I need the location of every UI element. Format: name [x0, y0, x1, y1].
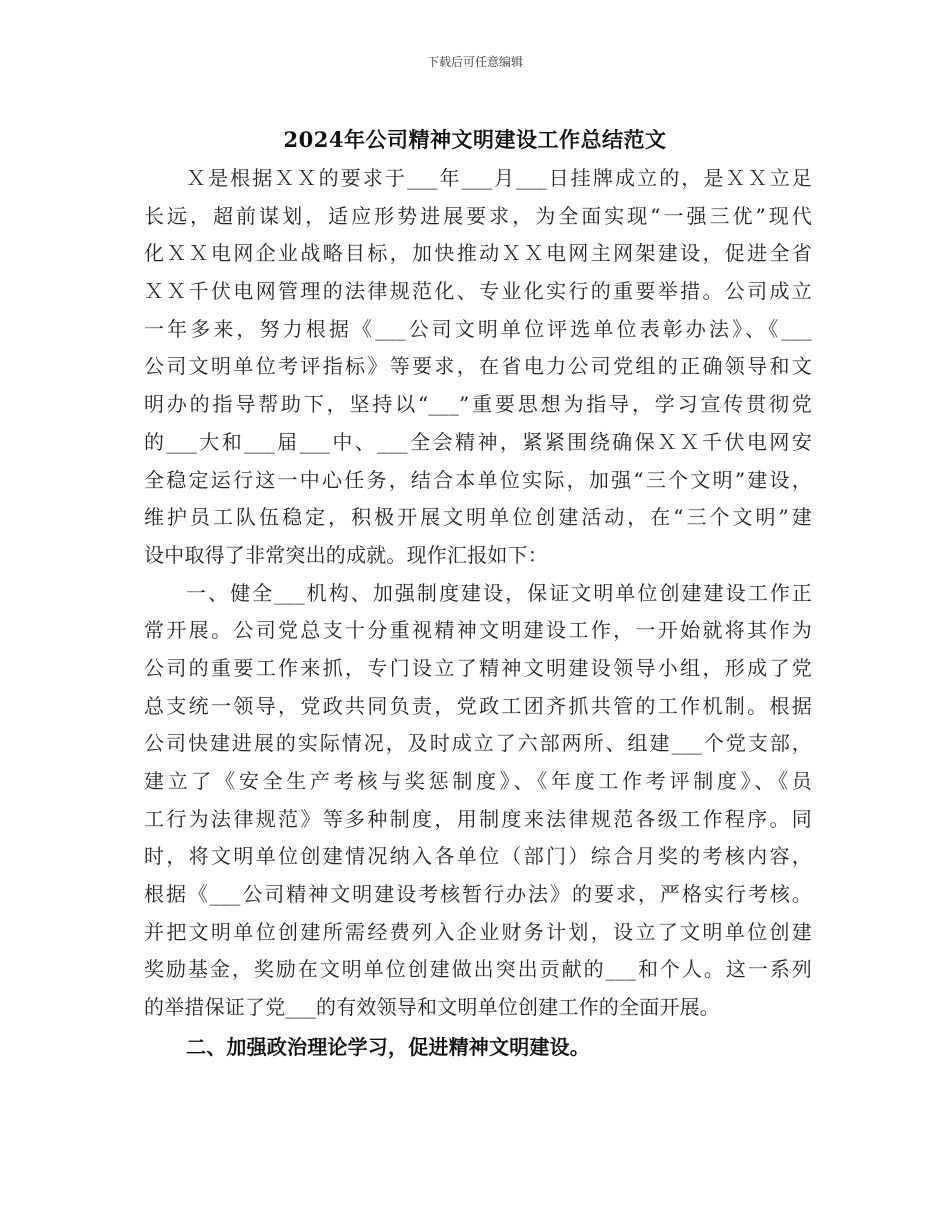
document-body — [144, 160, 812, 1067]
paragraph-line: ＸＸ千伏电网管理的法律规范化、专业化实行的重要举措。公司成立 — [144, 279, 812, 304]
paragraph-line: 公司文明单位考评指标》等要求，在省电力公司党组的正确领导和文 — [144, 354, 812, 379]
paragraph-line: 化ＸＸ电网企业战略目标，加快推动ＸＸ电网主网架建设，促进全省 — [144, 241, 812, 266]
document-title: 2024年公司精神文明建设工作总结范文 — [283, 127, 667, 152]
paragraph-line: 的___大和___届___中、___全会精神，紧紧围绕确保ＸＸ千伏电网安 — [144, 429, 812, 454]
paragraph-line: 设中取得了非常突出的成就。现作汇报如下： — [144, 542, 548, 567]
paragraph-line: 维护员工队伍稳定，积极开展文明单位创建活动，在“三个文明”建 — [144, 505, 812, 530]
section-heading: 二、加强政治理论学习，促进精神文明建设。 — [186, 1034, 590, 1059]
paragraph-line: 工行为法律规范》等多种制度，用制度来法律规范各级工作程序。同 — [144, 806, 812, 831]
paragraph-line: 并把文明单位创建所需经费列入企业财务计划，设立了文明单位创建 — [144, 919, 812, 944]
paragraph-line: 时，将文明单位创建情况纳入各单位（部门）综合月奖的考核内容， — [144, 844, 812, 869]
paragraph-line: 的举措保证了党___的有效领导和文明单位创建工作的全面开展。 — [144, 995, 720, 1020]
paragraph-line: 长远，超前谋划，适应形势进展要求，为全面实现“一强三优”现代 — [144, 203, 812, 228]
header-note: 下载后可任意编辑 — [426, 55, 523, 69]
paragraph-line: 常开展。公司党总支十分重视精神文明建设工作，一开始就将其作为 — [144, 618, 812, 643]
paragraph-line: 公司的重要工作来抓，专门设立了精神文明建设领导小组，形成了党 — [144, 655, 812, 680]
paragraph-line: Ｘ是根据ＸＸ的要求于___年___月___日挂牌成立的，是ＸＸ立足 — [186, 166, 812, 190]
paragraph-line: 建立了《安全生产考核与奖惩制度》、《年度工作考评制度》、《员 — [144, 769, 812, 793]
paragraph-line: 全稳定运行这一中心任务，结合本单位实际，加强“三个文明”建设， — [144, 467, 812, 492]
paragraph-line: 奖励基金，奖励在文明单位创建做出突出贡献的___和个人。这一系列 — [144, 957, 812, 982]
paragraph-line: 一、健全___机构、加强制度建设，保证文明单位创建建设工作正 — [186, 580, 812, 605]
paragraph-line: 一年多来，努力根据《___公司文明单位评选单位表彰办法》、《___ — [144, 316, 812, 341]
paragraph-line: 总支统一领导，党政共同负责，党政工团齐抓共管的工作机制。根据 — [144, 693, 812, 718]
paragraph-line: 明办的指导帮助下，坚持以“___”重要思想为指导，学习宣传贯彻党 — [144, 392, 812, 417]
paragraph-line: 公司快建进展的实际情况，及时成立了六部两所、组建___个党支部， — [144, 731, 812, 756]
paragraph-line: 根据《___公司精神文明建设考核暂行办法》的要求，严格实行考核。 — [144, 882, 812, 907]
